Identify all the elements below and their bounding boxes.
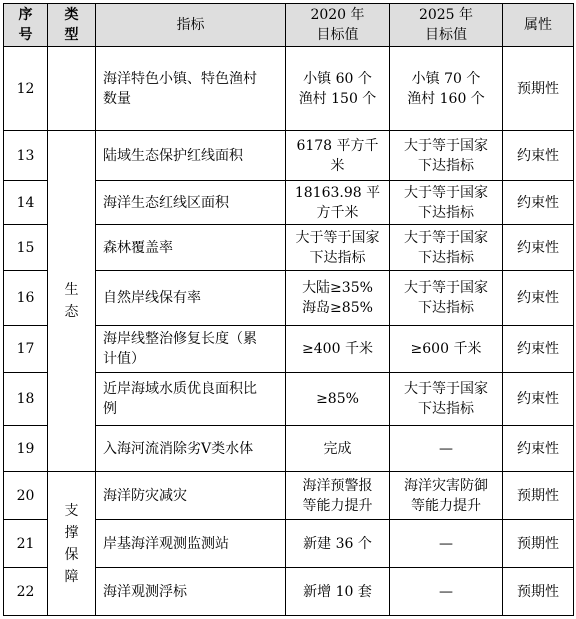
value-2020-cell: 新建 36 个 <box>286 520 390 568</box>
indicator-cell: 海岸线整治修复长度（累 计值） <box>96 326 286 373</box>
value-2020-cell: 6178 平方千 米 <box>286 131 390 181</box>
header-row <box>4 4 574 47</box>
value-2025-cell: 大于等于国家 下达指标 <box>390 225 503 271</box>
value-2020-cell: ≥85% <box>286 373 390 426</box>
indicator-cell: 陆域生态保护红线面积 <box>96 131 286 181</box>
attribute-cell: 预期性 <box>503 472 574 520</box>
attribute-cell: 预期性 <box>503 568 574 616</box>
row-number: 21 <box>4 520 48 568</box>
header-2020: 2020 年 目标值 <box>286 4 390 47</box>
indicator-cell: 入海河流消除劣Ⅴ类水体 <box>96 426 286 472</box>
indicator-cell: 近岸海域水质优良面积比 例 <box>96 373 286 426</box>
attribute-cell: 约束性 <box>503 271 574 326</box>
attribute-cell: 预期性 <box>503 47 574 131</box>
row-number: 15 <box>4 225 48 271</box>
value-2020-cell: 18163.98 平 方千米 <box>286 181 390 225</box>
indicator-table <box>3 3 574 616</box>
indicator-cell: 自然岸线保有率 <box>96 271 286 326</box>
value-2025-cell: — <box>390 520 503 568</box>
indicator-cell: 海洋特色小镇、特色渔村 数量 <box>96 47 286 131</box>
row-number: 14 <box>4 181 48 225</box>
indicator-cell: 海洋生态红线区面积 <box>96 181 286 225</box>
value-2025-cell: — <box>390 426 503 472</box>
attribute-cell: 预期性 <box>503 520 574 568</box>
value-2020-cell: 海洋预警报 等能力提升 <box>286 472 390 520</box>
attribute-cell: 约束性 <box>503 225 574 271</box>
row-number: 12 <box>4 47 48 131</box>
row-number: 13 <box>4 131 48 181</box>
indicator-cell: 岸基海洋观测监测站 <box>96 520 286 568</box>
value-2025-cell: 大于等于国家 下达指标 <box>390 373 503 426</box>
header-no: 序号 <box>4 4 48 47</box>
table-row <box>4 472 574 520</box>
value-2020-cell: ≥400 千米 <box>286 326 390 373</box>
indicator-cell: 海洋防灾减灾 <box>96 472 286 520</box>
row-number: 17 <box>4 326 48 373</box>
header-2025: 2025 年 目标值 <box>390 4 503 47</box>
table-row <box>4 131 574 181</box>
value-2020-cell: 大于等于国家 下达指标 <box>286 225 390 271</box>
value-2025-cell: 大于等于国家 下达指标 <box>390 131 503 181</box>
indicator-cell: 海洋观测浮标 <box>96 568 286 616</box>
value-2020-cell: 小镇 60 个 渔村 150 个 <box>286 47 390 131</box>
value-2020-cell: 完成 <box>286 426 390 472</box>
value-2025-cell: — <box>390 568 503 616</box>
attribute-cell: 约束性 <box>503 373 574 426</box>
value-2025-cell: 大于等于国家 下达指标 <box>390 181 503 225</box>
type-group-eco: 生态 <box>48 131 96 472</box>
header-indicator: 指标 <box>96 4 286 47</box>
attribute-cell: 约束性 <box>503 181 574 225</box>
attribute-cell: 约束性 <box>503 426 574 472</box>
row-number: 16 <box>4 271 48 326</box>
row-number: 22 <box>4 568 48 616</box>
indicator-cell: 森林覆盖率 <box>96 225 286 271</box>
table-row <box>4 47 574 131</box>
attribute-cell: 约束性 <box>503 131 574 181</box>
value-2025-cell: 小镇 70 个 渔村 160 个 <box>390 47 503 131</box>
attribute-cell: 约束性 <box>503 326 574 373</box>
header-type: 类型 <box>48 4 96 47</box>
value-2020-cell: 大陆≥35% 海岛≥85% <box>286 271 390 326</box>
value-2020-cell: 新增 10 套 <box>286 568 390 616</box>
type-group-support: 支撑保障 <box>48 472 96 616</box>
row-number: 19 <box>4 426 48 472</box>
value-2025-cell: 大于等于国家 下达指标 <box>390 271 503 326</box>
header-attr: 属性 <box>503 4 574 47</box>
value-2025-cell: ≥600 千米 <box>390 326 503 373</box>
type-cell-empty <box>48 47 96 131</box>
value-2025-cell: 海洋灾害防御 等能力提升 <box>390 472 503 520</box>
row-number: 20 <box>4 472 48 520</box>
row-number: 18 <box>4 373 48 426</box>
